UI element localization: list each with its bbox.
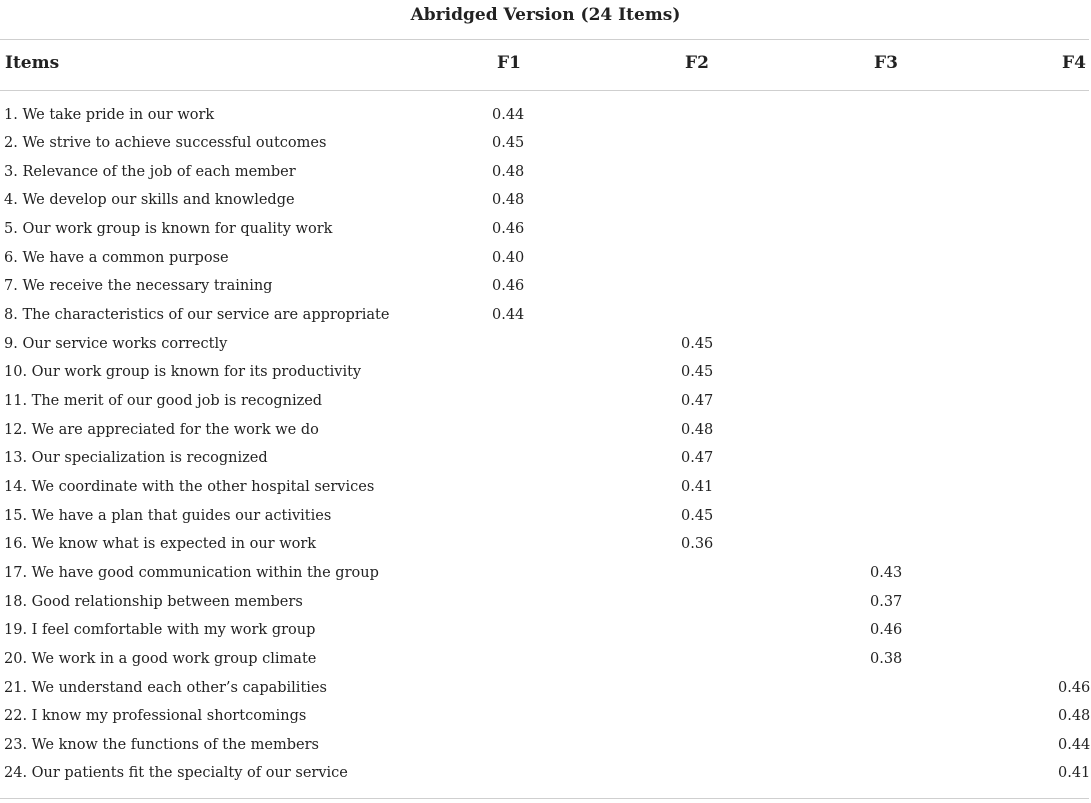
table-row [0, 387, 1091, 415]
table-row [0, 416, 1091, 444]
loading-f2: 0.45 [681, 364, 714, 381]
row-item-text: 11. The merit of our good job is recognized [4, 393, 323, 409]
loading-f2: 0.45 [681, 335, 714, 352]
header-rule [0, 90, 1089, 91]
loading-f3: 0.37 [870, 593, 903, 610]
table-row [0, 158, 1091, 186]
table-row [0, 444, 1091, 472]
table-row [0, 215, 1091, 243]
table-row [0, 129, 1091, 157]
loading-f1: 0.46 [492, 221, 525, 238]
loading-f1: 0.45 [492, 135, 525, 152]
header-items: Items [5, 53, 60, 73]
row-item-text: 24. Our patients fit the specialty of our service [4, 765, 348, 782]
header-f3: F3 [874, 53, 898, 73]
row-item-text: 20. We work in a good work group climate [4, 650, 317, 667]
bottom-rule [0, 798, 1089, 799]
row-item-text: 10. Our work group is known for its productivity [4, 364, 362, 381]
row-item-text: 22. I know my professional shortcomings [4, 708, 307, 725]
table-row [0, 616, 1091, 644]
loading-f4: 0.48 [1058, 708, 1091, 725]
loading-f2: 0.47 [681, 450, 714, 467]
table-row [0, 330, 1091, 358]
loading-f1: 0.44 [492, 106, 525, 123]
loading-f2: 0.45 [681, 507, 714, 524]
header-f2: F2 [685, 53, 709, 73]
table-title: Abridged Version (24 Items) [410, 5, 681, 25]
table-row [0, 559, 1091, 587]
row-item-text: 2. We strive to achieve successful outcomes [4, 135, 327, 152]
row-item-text: 3. Relevance of the job of each member [4, 163, 296, 180]
table-row [0, 645, 1091, 673]
table-row [0, 530, 1091, 558]
row-item-text: 6. We have a common purpose [4, 249, 229, 266]
row-item-text: 18. Good relationship between members [4, 593, 303, 610]
loading-f4: 0.41 [1058, 765, 1091, 782]
row-item-text: 7. We receive the necessary training [4, 278, 273, 295]
row-item-text: 16. We know what is expected in our work [4, 536, 317, 553]
table-row [0, 301, 1091, 329]
row-item-text: 4. We develop our skills and knowledge [4, 192, 295, 209]
loading-f1: 0.46 [492, 278, 525, 295]
loading-f2: 0.47 [681, 393, 714, 409]
table-row [0, 674, 1091, 702]
row-item-text: 12. We are appreciated for the work we do [4, 421, 319, 438]
table-row [0, 702, 1091, 730]
loading-f1: 0.40 [492, 249, 525, 266]
row-item-text: 23. We know the functions of the members [4, 736, 319, 753]
loading-f2: 0.48 [681, 421, 714, 438]
loading-f2: 0.36 [681, 536, 714, 553]
loading-f1: 0.48 [492, 192, 525, 209]
table-row [0, 759, 1091, 787]
table-row [0, 731, 1091, 759]
row-item-text: 13. Our specialization is recognized [4, 450, 268, 467]
row-item-text: 19. I feel comfortable with my work group [4, 622, 316, 639]
table-header-row [0, 48, 1091, 78]
top-rule [0, 39, 1089, 40]
table-row [0, 272, 1091, 300]
header-f4: F4 [1062, 53, 1086, 73]
table-row [0, 473, 1091, 501]
loading-f4: 0.44 [1058, 736, 1091, 753]
loading-f1: 0.48 [492, 163, 525, 180]
loading-f1: 0.44 [492, 307, 525, 324]
loading-f3: 0.46 [870, 622, 903, 639]
table-row [0, 502, 1091, 530]
loading-f2: 0.41 [681, 478, 714, 495]
row-item-text: 9. Our service works correctly [4, 335, 228, 352]
table-row [0, 186, 1091, 214]
row-item-text: 14. We coordinate with the other hospital services [4, 478, 375, 495]
header-f1: F1 [497, 53, 521, 73]
table-row [0, 588, 1091, 616]
loading-f3: 0.43 [870, 564, 903, 581]
row-item-text: 17. We have good communication within the group [4, 564, 379, 581]
table-row [0, 101, 1091, 129]
row-item-text: 1. We take pride in our work [4, 106, 215, 123]
table-row [0, 358, 1091, 386]
table-row [0, 244, 1091, 272]
row-item-text: 8. The characteristics of our service are appropriate [4, 307, 390, 324]
loading-f3: 0.38 [870, 650, 903, 667]
loading-f4: 0.46 [1058, 679, 1091, 696]
row-item-text: 5. Our work group is known for quality work [4, 221, 333, 238]
row-item-text: 15. We have a plan that guides our activities [4, 507, 332, 524]
row-item-text: 21. We understand each other’s capabilities [4, 679, 327, 696]
